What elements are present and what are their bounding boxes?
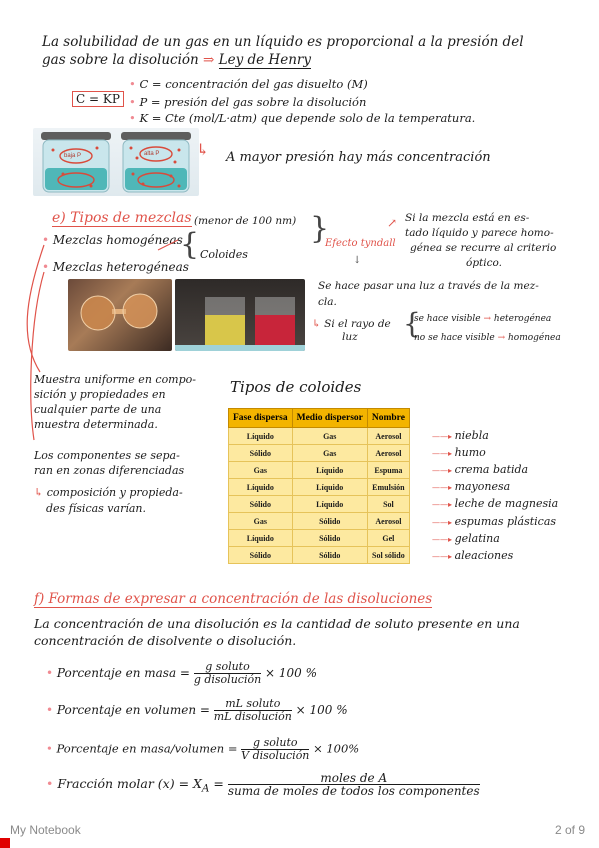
table-cell: Líquido	[229, 428, 293, 445]
table-row	[229, 462, 410, 479]
mv-denominator: V disolución	[241, 749, 310, 762]
table-header: Nombre	[367, 409, 409, 428]
uniform-3: cualquier parte de una	[34, 403, 162, 416]
vol-label: Porcentaje en volumen =	[56, 703, 210, 717]
formula-volumen	[46, 698, 348, 723]
homo-result: homogénea	[508, 333, 561, 343]
example-item	[432, 446, 486, 459]
pressure-conclusion: A mayor presión hay más concentración	[226, 150, 491, 165]
arrow-right-icon: ——▸	[432, 500, 455, 510]
table-cell: Sólido	[229, 547, 293, 564]
coloides-title: Tipos de coloides	[230, 378, 362, 396]
bullet-icon: •	[46, 741, 53, 756]
bullet-icon: •	[46, 703, 54, 717]
table-header: Fase dispersa	[229, 409, 293, 428]
table-cell: Líquido	[229, 530, 293, 547]
section-f-title-text: f) Formas de expresar a concentración de las disoluciones	[34, 591, 433, 607]
table-cell: Sol	[367, 496, 409, 513]
table-cell: Líquido	[292, 479, 367, 496]
intro-line-1: La solubilidad de un gas en un líquido es proporcional a la presión del	[42, 34, 524, 50]
light-line-2: cla.	[318, 296, 337, 308]
formula-masa	[46, 661, 317, 686]
low-pressure-label: baja P	[64, 153, 82, 159]
arrow-right-icon: ——▸	[432, 432, 455, 441]
def-line-1: La concentración de una disolución es la cantidad de soluto presente en una	[34, 616, 520, 631]
mv-label: Porcentaje en masa/volumen =	[56, 741, 238, 756]
tyndall-note-3: génea se recurre al criterio	[410, 242, 557, 254]
table-cell: Gas	[292, 428, 367, 445]
vol-multiplier: × 100 %	[295, 703, 348, 717]
table-row	[229, 496, 410, 513]
tyndall-note-4: óptico.	[466, 257, 502, 269]
molar-denominator: suma de moles de todos los componentes	[227, 784, 480, 798]
uniform-4: muestra determinada.	[34, 418, 158, 431]
app-name: My Notebook	[10, 823, 81, 837]
curve-arrow-icon: ↳	[196, 140, 210, 159]
brace-icon: {	[403, 307, 421, 340]
table-cell: Sol sólido	[367, 547, 409, 564]
brace-icon: {	[180, 227, 200, 262]
example-text: gelatina	[454, 531, 500, 545]
heterog-text: Mezclas heterogéneas	[52, 260, 189, 274]
example-text: niebla	[454, 429, 489, 442]
example-item	[432, 515, 556, 528]
frac-label: Fracción molar (x) = X	[57, 776, 202, 791]
masa-denominator: g disolución	[193, 673, 262, 686]
masa-label: Porcentaje en masa =	[56, 666, 190, 680]
tyndall-note-1: Si la mezcla está en es-	[405, 212, 530, 224]
table-cell: Gel	[367, 530, 409, 547]
example-item	[432, 480, 510, 493]
table-row	[229, 445, 410, 462]
def-k-text: K = Cte (mol/L·atm) que depende solo de la temperatura.	[139, 111, 476, 125]
table-cell: Sólido	[292, 530, 367, 547]
table-cell: Emulsión	[367, 479, 409, 496]
table-row	[229, 479, 410, 496]
uniform-2: sición y propiedades en	[34, 388, 166, 401]
bullet-icon: •	[46, 776, 54, 791]
table-cell: Líquido	[292, 496, 367, 513]
example-text: humo	[454, 446, 486, 460]
example-item	[432, 429, 489, 442]
example-item	[432, 463, 528, 476]
table-cell: Sólido	[292, 547, 367, 564]
formula-masa-volumen	[46, 737, 359, 762]
table-cell: Líquido	[292, 462, 367, 479]
arrow-right-icon: ——▸	[432, 517, 455, 527]
vol-denominator: mL disolución	[213, 710, 292, 723]
arrow-right-icon: ——▸	[432, 534, 455, 544]
table-header: Medio dispersor	[292, 409, 367, 428]
formula-text: C = KP	[72, 91, 124, 107]
def-c-text: C = concentración del gas disuelto (M)	[139, 77, 368, 91]
formula-fraccion-molar: • Fracción molar $(x) = X_A$ = $\frac{\text{moles de A}}{\text{suma de moles de todos los componentes}}$	[46, 771, 480, 798]
visible-text: se hace visible	[414, 314, 481, 324]
curve-arrow-icon: ↳	[312, 318, 321, 330]
table-cell: Aerosol	[367, 513, 409, 530]
masa-fraction	[194, 661, 261, 686]
table-row	[229, 547, 410, 564]
example-text: espumas plásticas	[454, 514, 557, 528]
table-cell: Sólido	[229, 496, 293, 513]
vol-fraction	[214, 698, 292, 723]
separate-2: ran en zonas diferenciadas	[34, 464, 185, 477]
homog-text: Mezclas homogéneas	[52, 233, 183, 247]
curve-arrow-icon: ↳	[34, 486, 44, 499]
size-note: (menor de 100 nm)	[194, 215, 297, 227]
table-header-row	[229, 409, 410, 428]
table-cell: Aerosol	[367, 445, 409, 462]
bullet-icon: •	[42, 260, 50, 274]
arrow-icon: ↗	[387, 216, 398, 230]
high-pressure-label: alta P	[144, 151, 160, 157]
uniform-1: Muestra uniforme en compo-	[34, 373, 196, 386]
arrow-right-icon: ——▸	[432, 449, 455, 459]
section-f-title	[34, 591, 432, 607]
table-row	[229, 530, 410, 547]
example-text: mayonesa	[454, 480, 511, 494]
coloides-table	[228, 408, 410, 564]
example-text: leche de magnesia	[454, 497, 559, 511]
frac-subscript: A	[201, 782, 210, 795]
mv-fraction	[241, 737, 309, 762]
arrow-right-icon: →	[483, 314, 492, 324]
bullet-icon: •	[42, 233, 50, 247]
bullet-icon: •	[129, 77, 136, 91]
def-p-text: P = presión del gas sobre la disolución	[139, 95, 367, 109]
masa-numerator: g soluto	[194, 661, 261, 674]
table-cell: Gas	[229, 462, 293, 479]
arrow-right-icon: ——▸	[432, 483, 455, 493]
coloides-label: Coloides	[200, 248, 248, 261]
table-cell: Aerosol	[367, 428, 409, 445]
page-indicator: 2 of 9	[555, 823, 586, 837]
corner-marker	[0, 838, 10, 848]
arrow-right-icon: ⇒	[203, 52, 215, 68]
not-visible-text: no se hace visible	[414, 333, 495, 343]
arrow-right-icon: ——▸	[432, 551, 455, 561]
example-text: crema batida	[454, 463, 529, 477]
separate-1: Los componentes se sepa-	[34, 449, 180, 462]
table-cell: Sólido	[292, 513, 367, 530]
tyndall-note-2: tado líquido y parece homo-	[405, 227, 554, 239]
bullet-icon: •	[129, 111, 136, 125]
down-arrow-icon: ↓	[353, 255, 362, 266]
table-cell: Gas	[292, 445, 367, 462]
arrow-right-icon: ——▸	[432, 466, 455, 476]
table-cell: Espuma	[367, 462, 409, 479]
molar-fraction	[228, 772, 480, 797]
table-row	[229, 428, 410, 445]
henry-law-label: Ley de Henry	[218, 52, 311, 68]
table-cell: Sólido	[229, 445, 293, 462]
def-line-2: concentración de disolvente o disolución.	[34, 633, 297, 648]
table-row	[229, 513, 410, 530]
molar-numerator: moles de A	[228, 772, 480, 785]
table-cell: Líquido	[229, 479, 293, 496]
light-line-1: Se hace pasar una luz a través de la mez-	[318, 280, 539, 292]
mv-numerator: g soluto	[241, 737, 309, 750]
tyndall-label: Efecto tyndall	[325, 238, 396, 249]
luz-label: luz	[342, 331, 358, 343]
composition-1	[34, 486, 183, 499]
composition-2: des físicas varían.	[46, 502, 146, 515]
example-item	[432, 532, 500, 545]
arrow-right-icon: →	[497, 333, 506, 343]
example-text: aleaciones	[454, 548, 514, 562]
brace-right-icon: }	[310, 211, 330, 246]
intro-line-2-text: gas sobre la disolución	[42, 52, 199, 68]
if-ray-text: Si el rayo de	[324, 318, 391, 330]
table-cell: Gas	[229, 513, 293, 530]
example-item	[432, 497, 558, 510]
composition-1-text: composición y propieda-	[46, 486, 183, 499]
example-item	[432, 549, 513, 562]
masa-multiplier: × 100 %	[265, 666, 317, 680]
bullet-icon: •	[129, 95, 136, 109]
mv-multiplier: × 100%	[313, 741, 360, 756]
section-e-title-text: e) Tipos de mezclas	[52, 210, 192, 226]
hetero-result: heterogénea	[493, 314, 552, 324]
vol-numerator: mL soluto	[214, 698, 292, 711]
bullet-icon: •	[46, 666, 54, 680]
